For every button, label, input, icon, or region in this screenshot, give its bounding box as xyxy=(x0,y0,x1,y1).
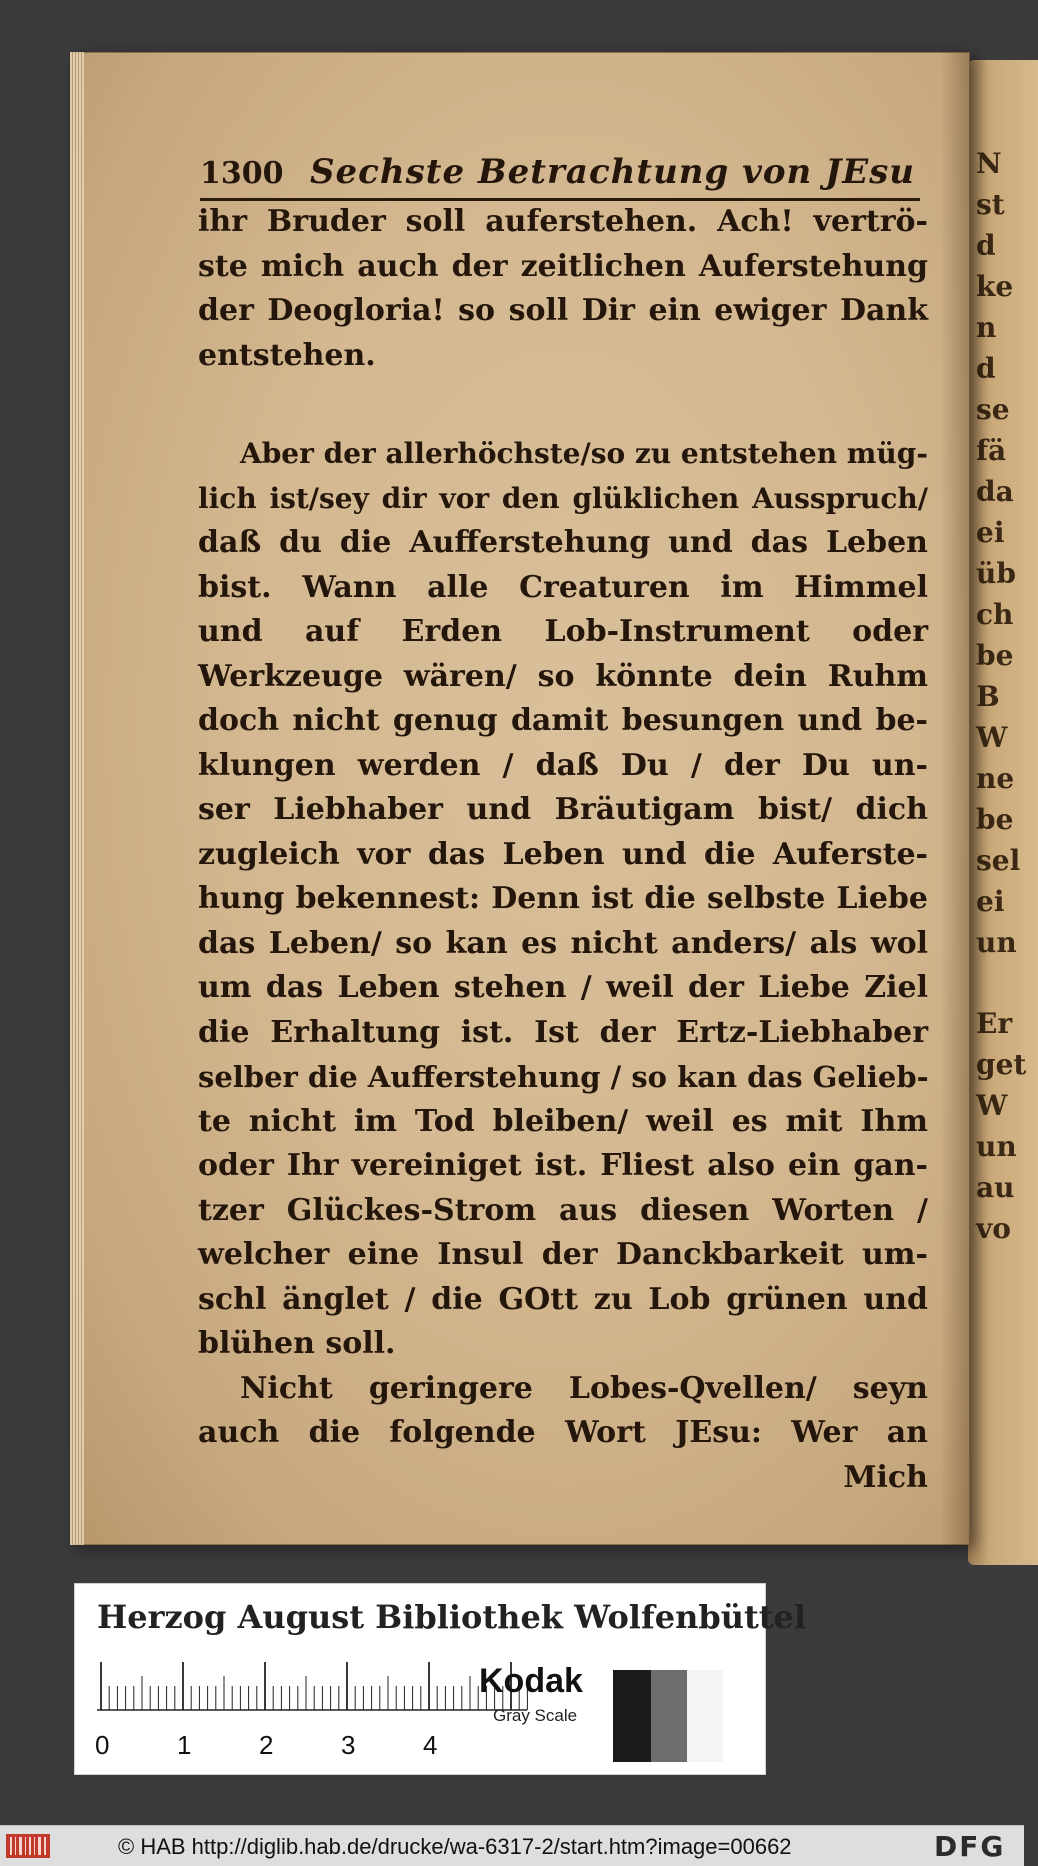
text-line: ihr Bruder soll auferstehen. Ach! vertrö- xyxy=(198,204,928,239)
text-line: Nicht geringere Lobes-Qvellen/ seyn xyxy=(240,1370,928,1406)
kodak-brand: Kodak xyxy=(479,1662,583,1700)
adjacent-page-fragment: sel xyxy=(976,844,1021,877)
adjacent-page-fragment: n xyxy=(976,311,997,344)
adjacent-page-fragment: B xyxy=(976,680,1000,713)
footer-bar xyxy=(0,1825,1024,1866)
adjacent-page-fragment: fä xyxy=(976,434,1007,467)
text-line: welcher eine Insul der Danckbarkeit um- xyxy=(198,1237,928,1272)
text-line: die Erhaltung ist. Ist der Ertz-Liebhaber xyxy=(198,1014,928,1050)
paragraph-gap xyxy=(198,378,928,432)
text-line: tzer Glückes-Strom aus diesen Worten / xyxy=(198,1192,928,1228)
gray-swatch xyxy=(651,1670,687,1762)
gray-scale-label: Gray Scale xyxy=(493,1706,578,1725)
text-line: ser Liebhaber und Bräutigam bist/ dich xyxy=(198,792,928,827)
ruler-label: 2 xyxy=(259,1730,274,1760)
text-line: ste mich auch der zeitlichen Auferstehung xyxy=(198,248,928,284)
gray-swatch xyxy=(613,1670,651,1762)
text-line: um das Leben stehen / weil der Liebe Ziel xyxy=(198,970,928,1005)
library-name: Herzog August Bibliothek Wolfenbüttel xyxy=(97,1598,807,1636)
adjacent-page-fragment: get xyxy=(976,1048,1027,1081)
adjacent-page-fragment: ei xyxy=(976,885,1005,918)
text-line: te nicht im Tod bleiben/ weil es mit Ihm xyxy=(198,1103,928,1139)
ruler xyxy=(97,1662,527,1762)
copyright-url[interactable]: © HAB http://diglib.hab.de/drucke/wa-6317-2/start.htm?image=00662 xyxy=(118,1834,792,1859)
page-edge xyxy=(70,52,84,1545)
dfg-logo: DFG xyxy=(934,1830,1006,1863)
ruler-label: 4 xyxy=(423,1730,438,1760)
adjacent-page-fragment: da xyxy=(976,475,1014,508)
text-line: daß du die Aufferstehung und das Leben xyxy=(198,525,928,560)
adjacent-page-fragment: be xyxy=(976,639,1014,672)
catchword: Mich xyxy=(843,1459,928,1495)
text-line: blühen soll. xyxy=(198,1326,396,1361)
adjacent-page-fragment: ne xyxy=(976,762,1015,795)
text-line: oder Ihr vereiniget ist. Fliest also ein gan- xyxy=(198,1148,928,1183)
page-header xyxy=(200,152,920,201)
text-line: klungen werden / daß Du / der Du un- xyxy=(198,747,928,783)
adjacent-page-fragment: Er xyxy=(976,1007,1013,1040)
text-line: der Deogloria! so soll Dir ein ewiger Dank xyxy=(198,293,928,328)
text-line: doch nicht genug damit besungen und be- xyxy=(198,703,928,738)
ruler-label: 1 xyxy=(177,1730,192,1760)
text-line: selber die Aufferstehung / so kan das Gelieb- xyxy=(198,1060,929,1094)
adjacent-page-fragment: un xyxy=(976,926,1017,959)
text-line: lich ist/sey dir vor den glüklichen Ausspruch/ xyxy=(198,481,928,515)
page-number: 1300 xyxy=(200,156,284,191)
text-line: zugleich vor das Leben und die Auferste- xyxy=(198,836,928,872)
adjacent-page-fragment: vo xyxy=(976,1212,1011,1245)
color-calibration-card xyxy=(74,1583,807,1775)
text-line: Aber der allerhöchste/so zu entstehen müg- xyxy=(240,437,928,470)
text-line: hung bekennest: Denn ist die selbste Liebe xyxy=(198,881,928,916)
adjacent-page-fragment: N xyxy=(976,147,1002,180)
adjacent-page-fragment: d xyxy=(976,229,996,262)
text-line: auch die folgende Wort JEsu: Wer an xyxy=(198,1415,928,1450)
text-line: und auf Erden Lob-Instrument oder xyxy=(198,614,928,649)
running-title: Sechste Betrachtung von JEsu xyxy=(310,152,915,192)
adjacent-page-fragment: au xyxy=(976,1171,1015,1204)
ruler-label: 3 xyxy=(341,1730,356,1760)
adjacent-page-fragment: ch xyxy=(976,598,1014,631)
adjacent-page-fragment: üb xyxy=(976,557,1016,590)
adjacent-page-fragment: un xyxy=(976,1130,1017,1163)
text-line: bist. Wann alle Creaturen im Himmel xyxy=(198,569,928,605)
adjacent-page-fragment: se xyxy=(976,393,1010,426)
adjacent-page xyxy=(968,60,1038,1565)
body-text xyxy=(198,200,928,1500)
text-line: entstehen. xyxy=(198,337,376,373)
adjacent-page-fragment: ei xyxy=(976,516,1005,549)
adjacent-page-fragment: W xyxy=(976,1089,1008,1122)
adjacent-page-fragment: st xyxy=(976,188,1005,221)
adjacent-page-fragment: be xyxy=(976,803,1014,836)
text-line: schl änglet / die GOtt zu Lob grünen und xyxy=(198,1281,928,1317)
adjacent-page-fragment: W xyxy=(976,721,1008,754)
ruler-label: 0 xyxy=(95,1730,110,1760)
barcode-icon xyxy=(6,1834,50,1858)
adjacent-page-fragment: ke xyxy=(976,270,1014,303)
gray-swatch xyxy=(687,1670,723,1762)
text-line: Werkzeuge wären/ so könnte dein Ruhm xyxy=(198,658,928,694)
adjacent-page-fragment: d xyxy=(976,352,996,385)
text-line: das Leben/ so kan es nicht anders/ als wol xyxy=(198,925,928,961)
gray-swatches xyxy=(613,1670,723,1762)
page-fold-shadow xyxy=(940,52,970,1545)
